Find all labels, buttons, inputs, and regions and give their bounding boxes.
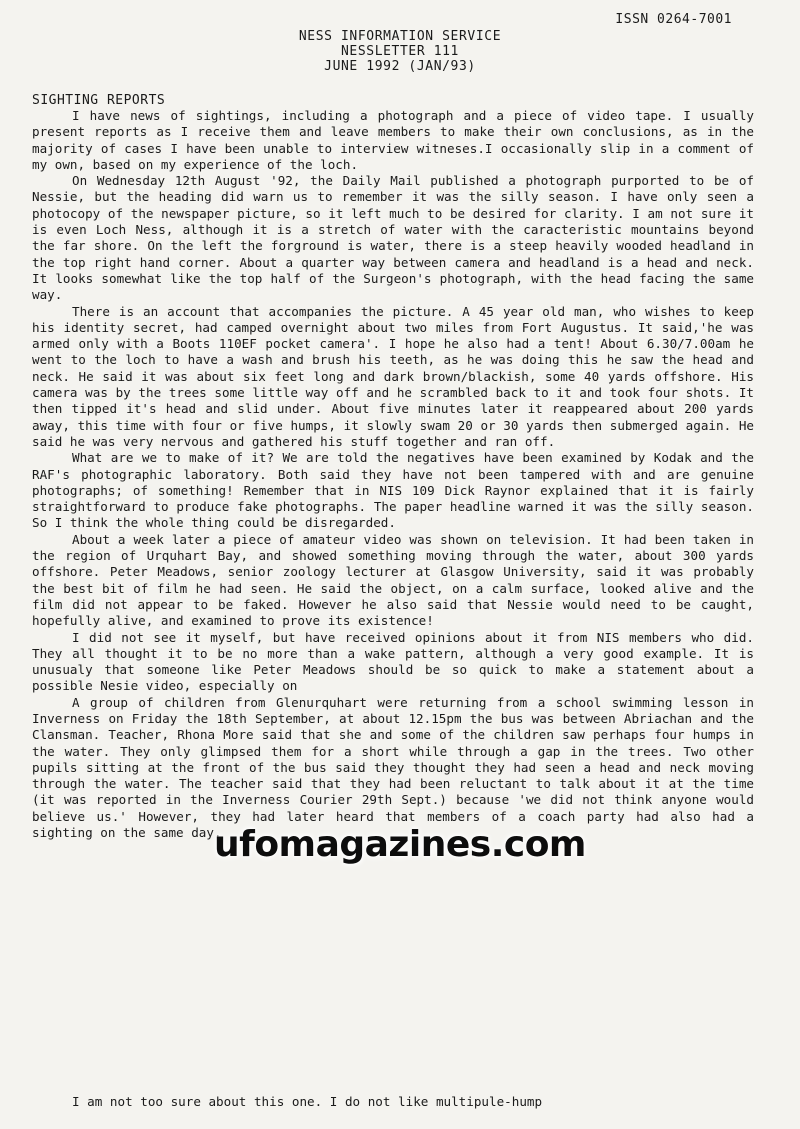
article-body [32,108,754,841]
last-line-text: I am not too sure about this one. I do not like multipule-hump [72,1094,543,1109]
paragraph: On Wednesday 12th August '92, the Daily Mail published a photograph purported to be of Nessie, but the heading did warn us to remember it was the silly season. I have only seen a photocopy of the newspaper picture, so it left much to be desired for clarity. I am not sure it is even Loch Ness, although it is a stretch of water with the caracteristic mountains beyond the far shore. On the left the forground is water, there is a steep heavily wooded headland in the top right hand corner. About a quarter way between camera and headland is a head and neck. It looks somewhat like the top half of the Surgeon's photograph, with the head facing the same way. [32,173,754,303]
section-title: SIGHTING REPORTS [32,93,166,108]
paragraph: A group of children from Glenurquhart were returning from a school swimming lesson in Inverness on Friday the 18th September, at about 12.15pm the bus was between Abriachan and the Clansman. Teacher, Rhona More said that she and some of the children saw perhaps four humps in the water. They only glimpsed them for a short while through a gap in the trees. Two other pupils sitting at the front of the bus said they thought they had seen a head and neck moving through the water. The teacher said that they had been reluctant to talk about it at the time (it was reported in the Inverness Courier 29th Sept.) because 'we did not think anyone would believe us.' However, they had later heard that members of a coach party had also had a sighting on the same day. [32,694,754,841]
issn-number: ISSN 0264-7001 [615,12,732,27]
paragraph: There is an account that accompanies the picture. A 45 year old man, who wishes to keep his identity secret, had camped overnight about two miles from Fort Augustus. It said,'he was armed only with a Boots 110EF pocket camera'. I hope he also had a tent! About 6.30/7.00am he went to the loch to have a wash and brush his teeth, as he was doing this he saw the head and neck. He said it was about six feet long and dark brown/blackish, some 40 yards offshore. His camera was by the trees some little way off and he scrambled back to it and took four shots. It then tipped it's head and slid under. About five minutes later it reappeared about 200 yards away, this time with four or five humps, it slowly swam 20 or 30 yards then submerged again. He said he was very nervous and gathered his stuff together and ran off. [32,303,754,449]
header-org-name: NESS INFORMATION SERVICE [298,29,502,44]
paragraph: I have news of sightings, including a photograph and a piece of video tape. I usually present reports as I receive them and leave members to make their own conclusions, as in the majority of cases I have been unable to interview witneses.I occasionally slip in a comment of my own, based on my experience of the loch. [32,108,754,172]
paragraph-last-line [32,1094,754,1109]
paragraph: What are we to make of it? We are told the negatives have been examined by Kodak and the RAF's photographic laboratory. Both said they have not been tampered with and are genuine photographs; of something! Remember that in NIS 109 Dick Raynor explained that it is fairly straightforward to produce fake photographs. The paper headline warned it was the silly season. So I think the whole thing could be disregarded. [32,450,754,531]
header-issue-number: NESSLETTER 111 [341,44,459,59]
header-issue-date: JUNE 1992 (JAN/93) [324,59,476,74]
paragraph: About a week later a piece of amateur video was shown on television. It had been taken in the region of Urquhart Bay, and showed something moving through the water, about 300 yards offshore. Peter Meadows, senior zoology lecturer at Glasgow University, said it was probably the best bit of film he had seen. He said the object, on a calm surface, looked alive and the film did not appear to be faked. However he also said that Nessie would need to be caught, hopefully alive, and examined to prove its existence! [32,531,754,629]
watermark: ufomagazines.com [214,824,586,865]
paragraph: I did not see it myself, but have received opinions about it from NIS members who did. They all thought it to be no more than a wake pattern, although a very good example. It is unusualy that someone like Peter Meadows should be so quick to make a statement about a possible Nesie video, especially on [32,629,754,694]
newsletter-header [0,29,800,74]
